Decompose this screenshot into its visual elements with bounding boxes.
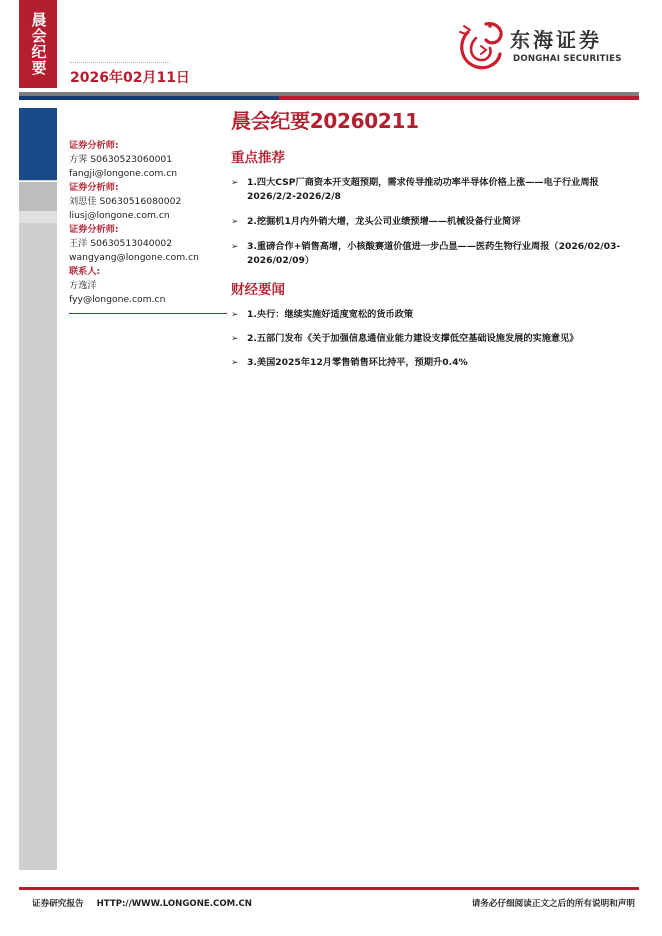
- page-title: 晨会纪要20260211: [231, 109, 419, 133]
- footer-divider: [19, 887, 639, 890]
- analyst-email[interactable]: wangyang@longone.com.cn: [69, 252, 199, 263]
- contact-name: 方逸洋: [69, 280, 97, 291]
- donghai-logo: [456, 18, 646, 74]
- arrow-bullet-icon: ➢: [231, 334, 239, 344]
- side-column-stripe-light: [19, 211, 57, 223]
- footer-disclaimer: 请务必仔细阅读正文之后的所有说明和声明: [471, 899, 635, 909]
- list-item-text: 3.重磅合作+销售高增，小核酸赛道价值进一步凸显——医药生物行业周报（2026/02/03-2026/02/09）: [247, 241, 621, 266]
- analyst-name-code: 刘思佳 S0630516080002: [69, 196, 182, 207]
- analyst-name-code: 方霁 S0630523060001: [69, 154, 173, 165]
- report-date: 2026年02月11日: [70, 70, 190, 86]
- list-item-text: 3.美国2025年12月零售销售环比持平，预期升0.4%: [247, 357, 468, 368]
- arrow-bullet-icon: ➢: [231, 310, 239, 320]
- analyst-role: 证券分析师:: [69, 224, 119, 235]
- footer-left: [32, 897, 252, 909]
- list-item-text: 2.五部门发布《关于加强信息通信业能力建设支撑低空基础设施发展的实施意见》: [247, 333, 579, 344]
- analyst-role: 证券分析师:: [69, 182, 119, 193]
- contact-entry: [69, 265, 229, 307]
- logo-chinese-name: 东海证券: [510, 28, 602, 52]
- analyst-role: 证券分析师:: [69, 140, 119, 151]
- dragon-logo-icon: [456, 18, 506, 74]
- analyst-name-code: 王洋 S0630513040002: [69, 238, 173, 249]
- list-item-text: 2.挖掘机1月内外销大增，龙头公司业绩预增——机械设备行业简评: [247, 216, 521, 227]
- list-item[interactable]: [231, 240, 641, 268]
- list-item[interactable]: [231, 215, 641, 229]
- report-type-tab: 晨会纪要: [19, 0, 57, 88]
- list-item[interactable]: [231, 308, 641, 322]
- analyst-entry: [69, 181, 229, 223]
- contact-role: 联系人:: [69, 266, 101, 277]
- footer-url-link[interactable]: HTTP://WWW.LONGONE.COM.CN: [96, 899, 252, 909]
- arrow-bullet-icon: ➢: [231, 178, 239, 188]
- analyst-divider: [69, 313, 227, 314]
- side-column-stripe: [19, 181, 57, 211]
- arrow-bullet-icon: ➢: [231, 242, 239, 252]
- section-heading-finance-news: 财经要闻: [231, 282, 285, 298]
- side-column-blue-block: [19, 108, 57, 180]
- analyst-list: [69, 139, 229, 307]
- finance-news-list: [231, 308, 641, 370]
- section-heading-key-recommendations: 重点推荐: [231, 150, 285, 166]
- analyst-email[interactable]: fangji@longone.com.cn: [69, 168, 178, 179]
- header-divider-red: [279, 96, 639, 100]
- list-item-text: 1.央行：继续实施好适度宽松的货币政策: [247, 309, 414, 320]
- list-item-text: 1.四大CSP厂商资本开支超预期，需求传导推动功率半导体价格上涨——电子行业周报2026/2/2-2026/2/8: [247, 177, 599, 202]
- analyst-entry: [69, 223, 229, 265]
- analyst-email[interactable]: liusj@longone.com.cn: [69, 210, 170, 221]
- analyst-entry: [69, 139, 229, 181]
- arrow-bullet-icon: ➢: [231, 358, 239, 368]
- list-item[interactable]: [231, 176, 641, 204]
- list-item[interactable]: [231, 332, 641, 346]
- footer-report-type: 证券研究报告: [32, 899, 84, 909]
- arrow-bullet-icon: ➢: [231, 217, 239, 227]
- contact-email[interactable]: fyy@longone.com.cn: [69, 294, 166, 305]
- header-divider-blue: [19, 96, 279, 100]
- header-faint-line: [70, 62, 170, 63]
- logo-english-name: DONGHAI SECURITIES: [513, 54, 622, 64]
- list-item[interactable]: [231, 356, 641, 370]
- key-recommendations-list: [231, 176, 641, 268]
